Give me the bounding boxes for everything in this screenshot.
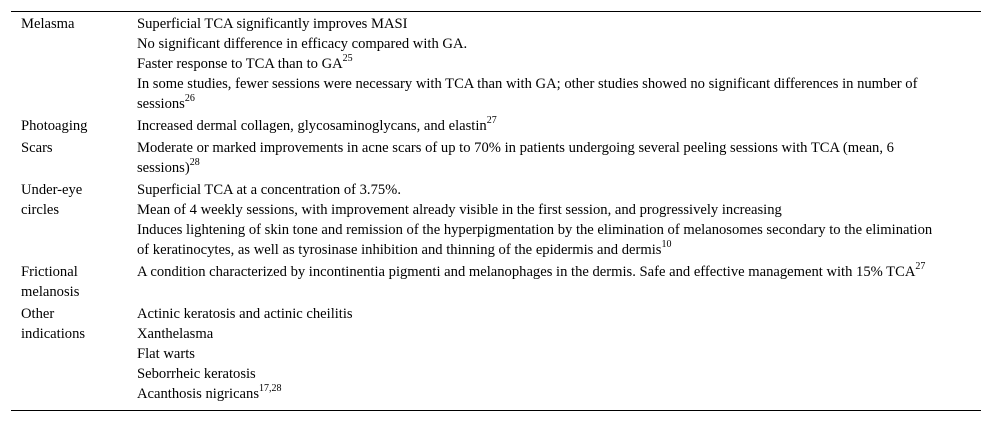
condition-cell (11, 116, 137, 136)
description-text: Superficial TCA significantly improves MASI (137, 16, 408, 32)
description-line (137, 262, 947, 282)
condition-cell (11, 14, 137, 114)
table-body (11, 14, 981, 404)
description-text: A condition characterized by incontinentia pigmenti and melanophages in the dermis. Safe and effective management with 15% TCA (137, 264, 916, 280)
condition-label: melanosis (21, 284, 80, 300)
table-row (11, 180, 981, 260)
reference-superscript: 26 (184, 93, 195, 105)
description-cell (137, 138, 947, 178)
condition-label: Frictional (21, 264, 78, 280)
condition-cell (11, 262, 137, 302)
condition-label: indications (21, 326, 86, 342)
reference-superscript: 28 (189, 157, 200, 169)
description-text: Xanthelasma (137, 326, 214, 342)
description-line (137, 364, 947, 384)
description-text: No significant difference in efficacy compared with GA. (137, 36, 468, 52)
description-line (137, 14, 947, 34)
description-text: Seborrheic keratosis (137, 366, 256, 382)
description-line (137, 324, 947, 344)
description-line (137, 74, 947, 114)
description-text: Acanthosis nigricans (137, 386, 259, 402)
description-line (137, 344, 947, 364)
description-line (137, 200, 947, 220)
condition-label: Other (21, 306, 55, 322)
description-cell (137, 14, 947, 114)
condition-label: Photoaging (21, 118, 88, 134)
condition-cell (11, 138, 137, 178)
description-line (137, 220, 947, 260)
description-line (137, 116, 947, 136)
table-row (11, 116, 981, 136)
reference-superscript: 27 (486, 115, 497, 127)
reference-superscript: 10 (661, 239, 672, 251)
table-row (11, 138, 981, 178)
description-line (137, 54, 947, 74)
description-line (137, 138, 947, 178)
description-cell (137, 262, 947, 302)
table-row (11, 14, 981, 114)
description-text: In some studies, fewer sessions were necessary with TCA than with GA; other studies showed no significant differences in number of sessions (137, 76, 918, 112)
description-text: Flat warts (137, 346, 195, 362)
description-cell (137, 304, 947, 404)
description-text: Mean of 4 weekly sessions, with improvement already visible in the first session, and progressively increasing (137, 202, 782, 218)
condition-cell (11, 304, 137, 404)
description-text: Increased dermal collagen, glycosaminoglycans, and elastin (137, 118, 487, 134)
description-line (137, 304, 947, 324)
description-text: Faster response to TCA than to GA (137, 56, 343, 72)
reference-superscript: 17,28 (259, 383, 282, 395)
description-line (137, 180, 947, 200)
indications-table (11, 11, 981, 411)
description-cell (137, 116, 947, 136)
description-text: Superficial TCA at a concentration of 3.75%. (137, 182, 401, 198)
table-row (11, 262, 981, 302)
description-line (137, 34, 947, 54)
table-row (11, 304, 981, 404)
description-line (137, 384, 947, 404)
condition-cell (11, 180, 137, 260)
reference-superscript: 25 (342, 53, 353, 65)
condition-label: Melasma (21, 16, 75, 32)
condition-label: Scars (21, 140, 53, 156)
description-text: Induces lightening of skin tone and remission of the hyperpigmentation by the elimination of melanosomes secondary to the elimination of keratinocytes, as well as tyrosinase inhibition and thinning of the epidermis and dermis (137, 222, 933, 258)
reference-superscript: 27 (915, 261, 926, 273)
description-text: Moderate or marked improvements in acne scars of up to 70% in patients undergoing several peeling sessions with TCA (mean, 6 sessions) (137, 140, 894, 176)
condition-label: circles (21, 202, 60, 218)
description-cell (137, 180, 947, 260)
description-text: Actinic keratosis and actinic cheilitis (137, 306, 353, 322)
condition-label: Under-eye (21, 182, 83, 198)
